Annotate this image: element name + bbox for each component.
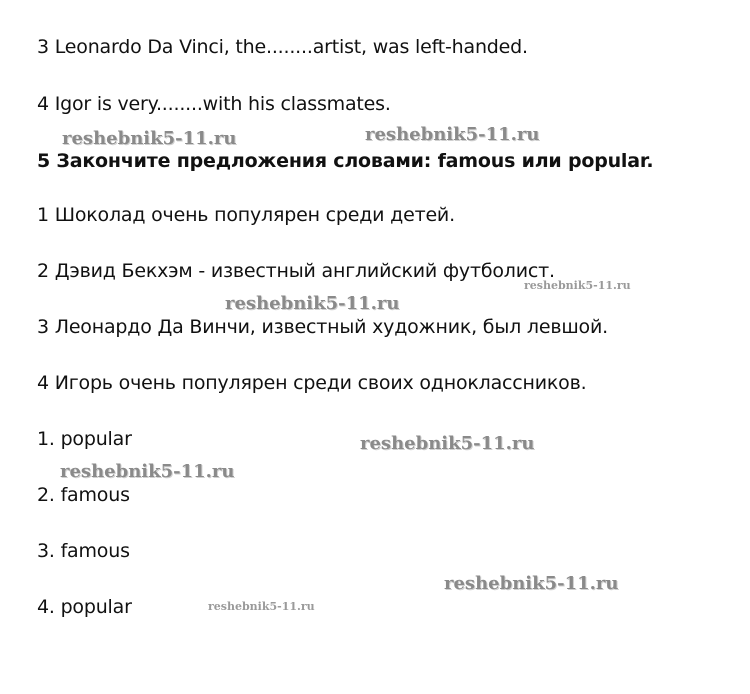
- answer-3: 3. famous: [37, 540, 130, 562]
- watermark: reshebnik5-11.ru: [360, 433, 535, 454]
- translation-3: 3 Леонардо Да Винчи, известный художник, был левшой.: [37, 316, 608, 338]
- watermark: reshebnik5-11.ru: [208, 600, 315, 613]
- translation-4: 4 Игорь очень популярен среди своих одноклассников.: [37, 372, 587, 394]
- exercise-5-heading: 5 Закончите предложения словами: famous или popular.: [37, 150, 654, 172]
- watermark: reshebnik5-11.ru: [60, 461, 235, 482]
- translation-1: 1 Шоколад очень популярен среди детей.: [37, 204, 455, 226]
- sentence-4-english: 4 Igor is very........with his classmates.: [37, 93, 391, 115]
- translation-2: 2 Дэвид Бекхэм - известный английский футболист.: [37, 260, 555, 282]
- watermark: reshebnik5-11.ru: [225, 293, 400, 314]
- watermark: reshebnik5-11.ru: [444, 573, 619, 594]
- watermark: reshebnik5-11.ru: [365, 124, 540, 145]
- watermark: reshebnik5-11.ru: [62, 128, 237, 149]
- answer-4: 4. popular: [37, 596, 132, 618]
- watermark: reshebnik5-11.ru: [524, 279, 631, 292]
- answer-2: 2. famous: [37, 484, 130, 506]
- sentence-3-english: 3 Leonardo Da Vinci, the........artist, was left-handed.: [37, 36, 528, 58]
- answer-1: 1. popular: [37, 428, 132, 450]
